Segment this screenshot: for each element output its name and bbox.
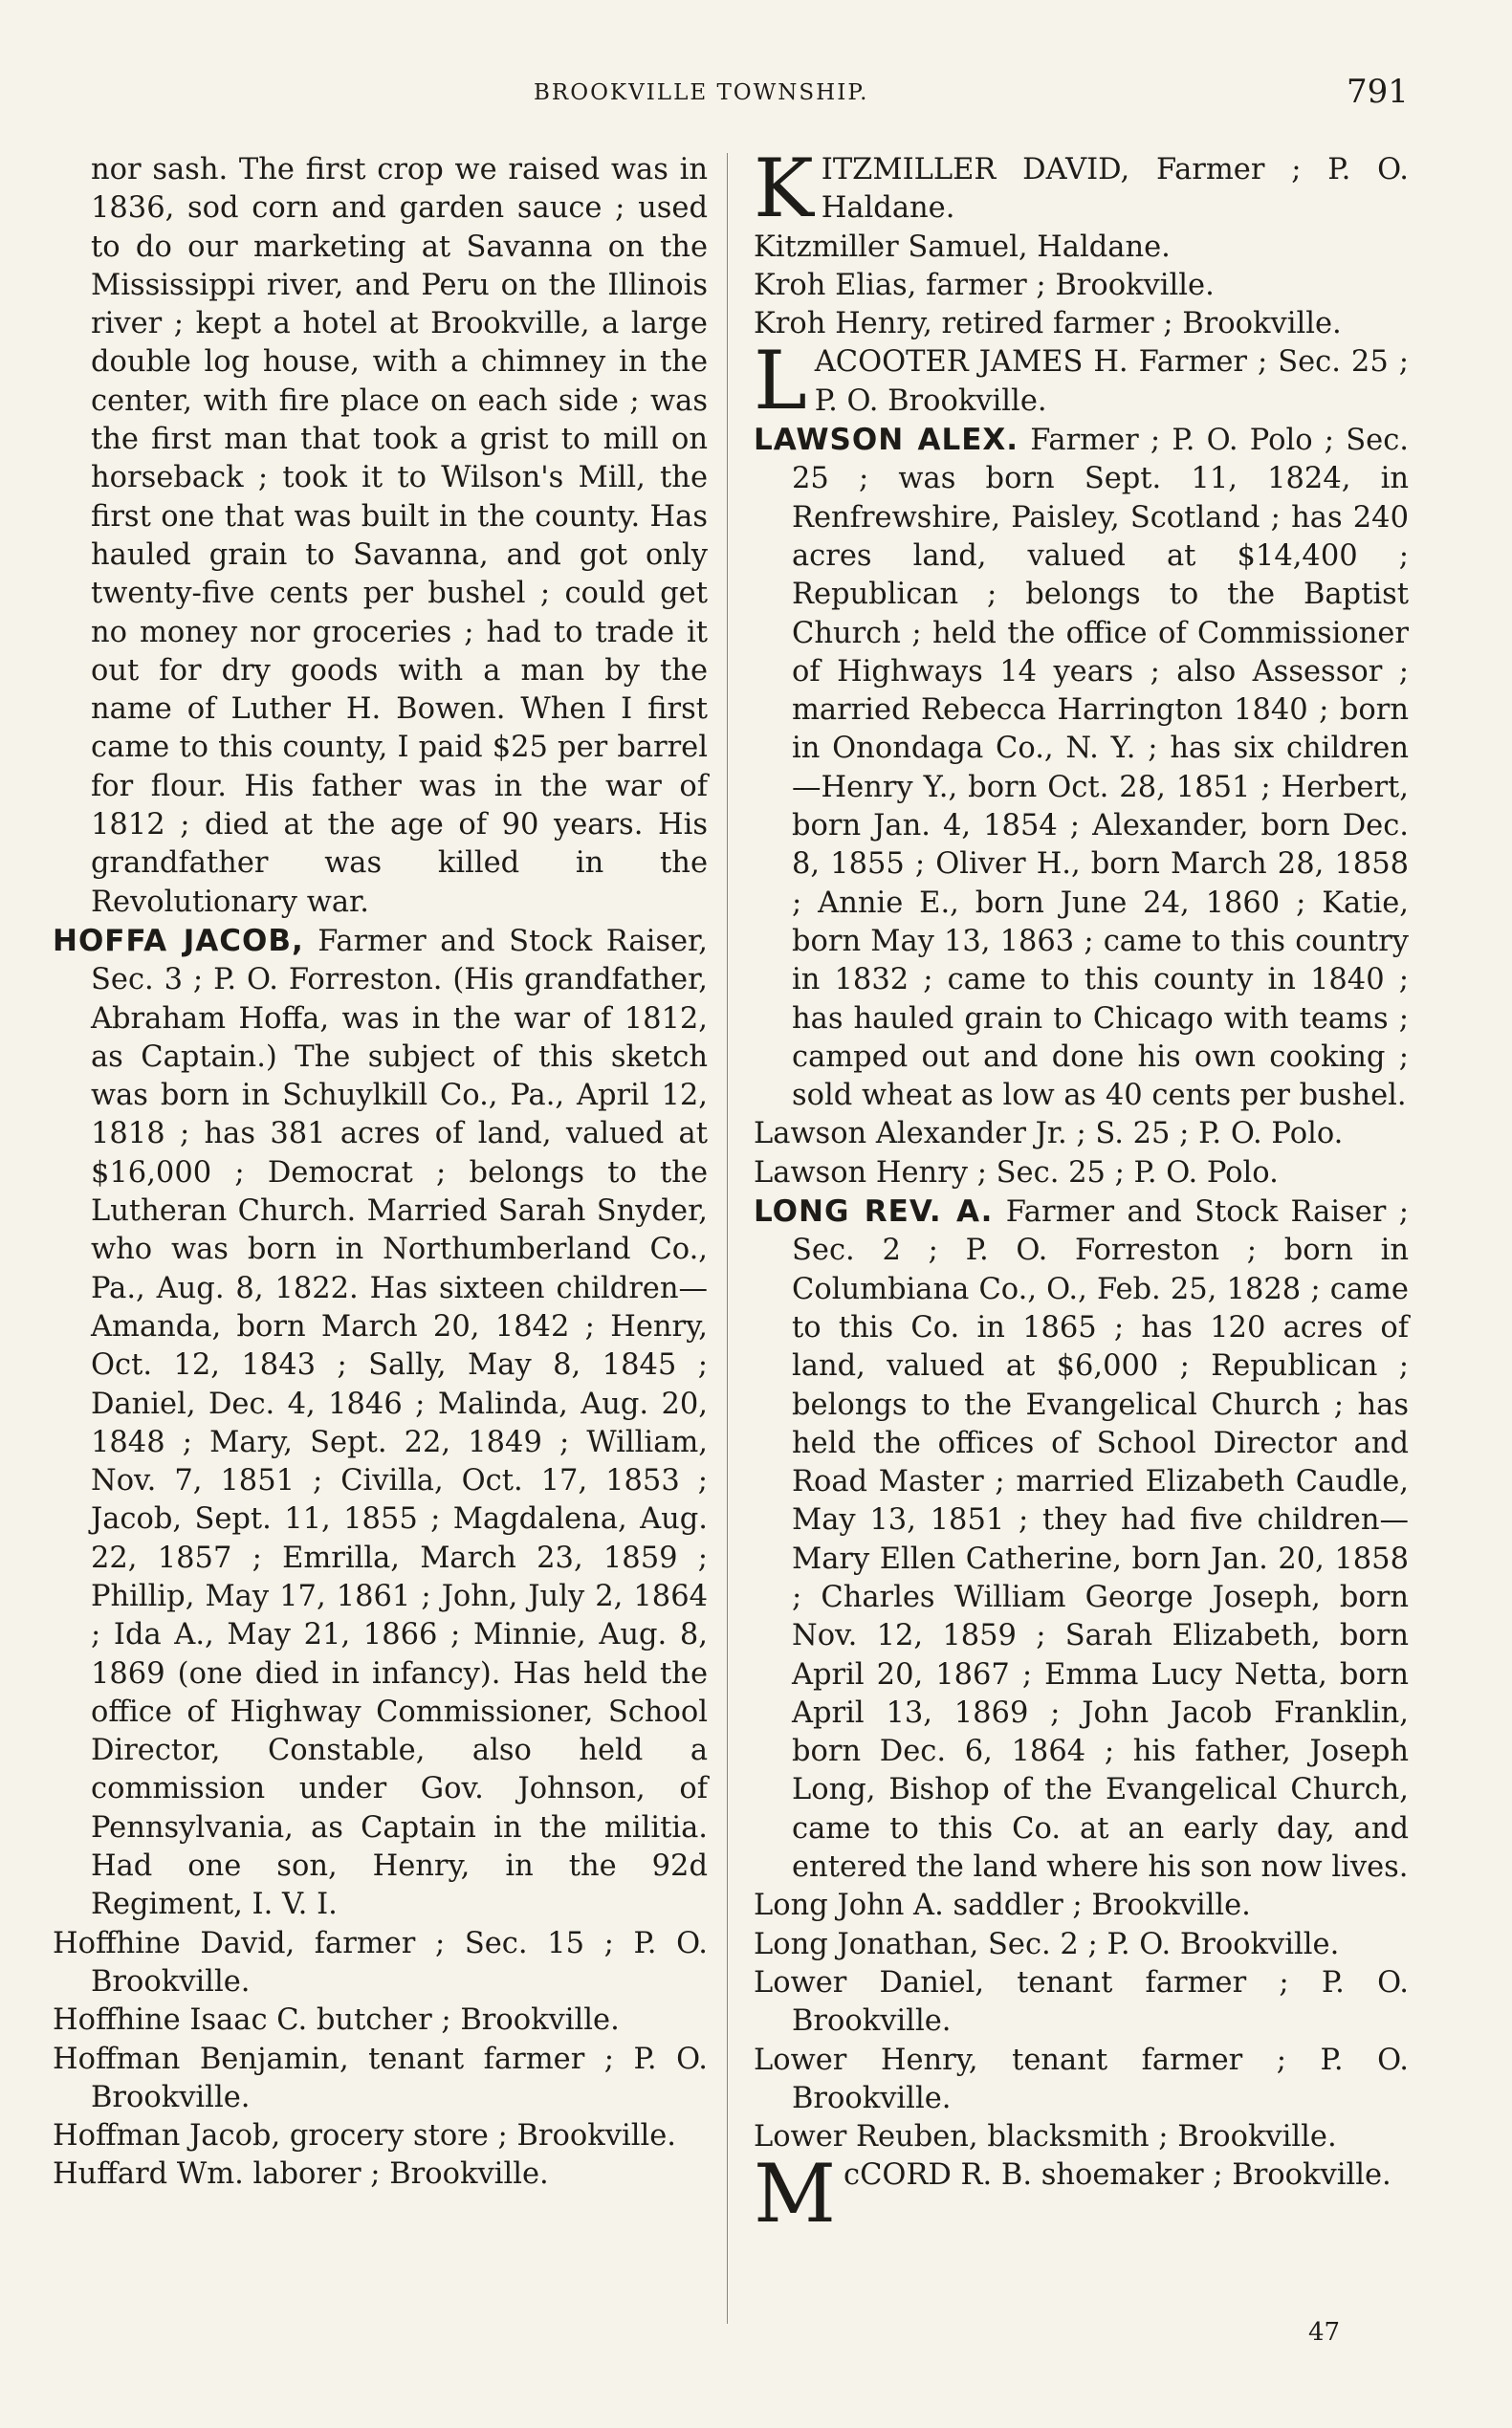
entry-hoffhine-david: Hoffhine David, farmer ; Sec. 15 ; P. O. Brookville.	[53, 1926, 708, 1999]
entry-kroh-elias: Kroh Elias, farmer ; Brookville.	[754, 268, 1215, 302]
continued-entry: nor sash. The first crop we raised was in 1836, sod corn and garden sauce ; used to do our marketing at Savanna on the Mississippi river, and Peru on the Illinois river ; kept a hotel at Brookville, a large double log house, with a chimney in the center, with fire place on each side ; was the first man that took a grist to mill on horseback ; took it to Wilson's Mill, the first one that was built in the county. Has hauled grain to Savanna, and got only twenty-five cents per bushel ; could get no money nor groceries ; had to trade it out for dry goods with a man by the name of Luther H. Bowen. When I first came to this county, I paid $25 per barrel for flour. His father was in the war of 1812 ; died at the age of 90 years. His grandfather was killed in the Revolutionary war.	[91, 153, 708, 919]
left-column	[53, 151, 708, 2195]
entry-lower-daniel: Lower Daniel, tenant farmer ; P. O. Brookville.	[754, 1965, 1409, 2039]
entry-kitzmiller-david	[754, 142, 1409, 235]
entry-kroh-henry: Kroh Henry, retired farmer ; Brookville.	[754, 307, 1342, 341]
right-column	[754, 142, 1410, 2242]
entry-huffard-wm: Huffard Wm. laborer ; Brookville.	[53, 2157, 549, 2192]
entry-text: ITZMILLER DAVID, Farmer ; P. O. Haldane.	[821, 153, 1409, 226]
signature-mark: 47	[1308, 2318, 1341, 2347]
drop-cap-m: M	[754, 2147, 837, 2242]
entry-lawson-alexander-jr: Lawson Alexander Jr. ; S. 25 ; P. O. Polo.	[754, 1117, 1344, 1151]
entry-text: cCORD R. B. shoemaker ; Brookville.	[844, 2158, 1391, 2193]
entry-hoffman-benjamin: Hoffman Benjamin, tenant farmer ; P. O. Brookville.	[53, 2042, 708, 2114]
entry-lawson-alex	[754, 421, 1409, 1115]
entry-text: Farmer ; P. O. Polo ; Sec. 25 ; was born Sept. 11, 1824, in Renfrewshire, Paisley, Scotland ; has 240 acres land, valued at $14,400 ; Republican ; belongs to the Baptist Church ; held the office of Commissioner of Highways 14 years ; also Assessor ; married Rebecca Harrington 1840 ; born in Onondaga Co., N. Y. ; has six children—Henry Y., born Oct. 28, 1851 ; Herbert, born Jan. 4, 1854 ; Alexander, born Dec. 8, 1855 ; Oliver H., born March 28, 1858 ; Annie E., born June 24, 1860 ; Katie, born May 13, 1863 ; came to this country in 1832 ; came to this county in 1840 ; has hauled grain to Chicago with teams ; camped out and done his own cooking ; sold wheat as low as 40 cents per bushel.	[792, 424, 1410, 1113]
entry-lower-reuben: Lower Reuben, blacksmith ; Brookville.	[754, 2120, 1337, 2155]
entry-lawson-henry: Lawson Henry ; Sec. 25 ; P. O. Polo.	[754, 1155, 1279, 1190]
entry-long-rev-a	[754, 1192, 1409, 1887]
entry-name: LAWSON ALEX.	[754, 423, 1019, 458]
entry-text: Farmer and Stock Raiser ; Sec. 2 ; P. O. Forreston ; born in Columbiana Co., O., Feb. 25, 1828 ; came to this Co. in 1865 ; has 120 acres of land, valued at $6,000 ; Republican ; belongs to the Evangelical Church ; has held the offices of School Director and Road Master ; married Elizabeth Caudle, May 13, 1851 ; they had five children—Mary Ellen Catherine, born Jan. 20, 1858 ; Charles William George Joseph, born Nov. 12, 1859 ; Sarah Elizabeth, born April 20, 1867 ; Emma Lucy Netta, born April 13, 1869 ; John Jacob Franklin, born Dec. 6, 1864 ; his father, Joseph Long, Bishop of the Evangelical Church, came to this Co. at an early day, and entered the land where his son now lives.	[792, 1195, 1409, 1885]
entry-name: HOFFA JACOB,	[53, 923, 304, 958]
entry-hoffhine-isaac: Hoffhine Isaac C. butcher ; Brookville.	[53, 2003, 620, 2038]
page-number: 791	[1347, 73, 1409, 111]
entry-name: LONG REV. A.	[754, 1194, 994, 1230]
entry-hoffa-jacob	[53, 922, 708, 1925]
entry-text: ACOOTER JAMES H. Farmer ; Sec. 25 ; P. O. Brookville.	[814, 345, 1409, 418]
entry-long-jonathan: Long Jonathan, Sec. 2 ; P. O. Brookville.	[754, 1927, 1340, 1961]
drop-cap-l: L	[754, 334, 807, 428]
page-title: BROOKVILLE TOWNSHIP.	[534, 80, 869, 105]
column-divider	[727, 153, 728, 2324]
entry-long-john: Long John A. saddler ; Brookville.	[754, 1889, 1251, 1923]
drop-cap-k: K	[754, 142, 814, 235]
entry-text: Farmer and Stock Raiser, Sec. 3 ; P. O. Forreston. (His grandfather, Abraham Hoffa, was in the war of 1812, as Captain.) The subject of this sketch was born in Schuylkill Co., Pa., April 12, 1818 ; has 381 acres of land, valued at $16,000 ; Democrat ; belongs to the Lutheran Church. Married Sarah Snyder, who was born in Northumberland Co., Pa., Aug. 8, 1822. Has sixteen children—Amanda, born March 20, 1842 ; Henry, Oct. 12, 1843 ; Sally, May 8, 1845 ; Daniel, Dec. 4, 1846 ; Malinda, Aug. 20, 1848 ; Mary, Sept. 22, 1849 ; William, Nov. 7, 1851 ; Civilla, Oct. 17, 1853 ; Jacob, Sept. 11, 1855 ; Magdalena, Aug. 22, 1857 ; Emrilla, March 23, 1859 ; Phillip, May 17, 1861 ; John, July 2, 1864 ; Ida A., May 21, 1866 ; Minnie, Aug. 8, 1869 (one died in infancy). Has held the office of Highway Commissioner, School Director, Constable, also held a commission under Gov. Johnson, of Pennsylvania, as Captain in the militia. Had one son, Henry, in the 92d Regiment, I. V. I.	[91, 924, 708, 1922]
entry-lacooter-james	[754, 334, 1409, 428]
entry-kitzmiller-samuel: Kitzmiller Samuel, Haldane.	[754, 230, 1171, 264]
entry-hoffman-jacob: Hoffman Jacob, grocery store ; Brookville.	[53, 2119, 676, 2154]
running-head	[0, 69, 1512, 115]
entry-mccord-rb	[754, 2147, 1409, 2242]
entry-lower-henry: Lower Henry, tenant farmer ; P. O. Brookville.	[754, 2043, 1409, 2115]
